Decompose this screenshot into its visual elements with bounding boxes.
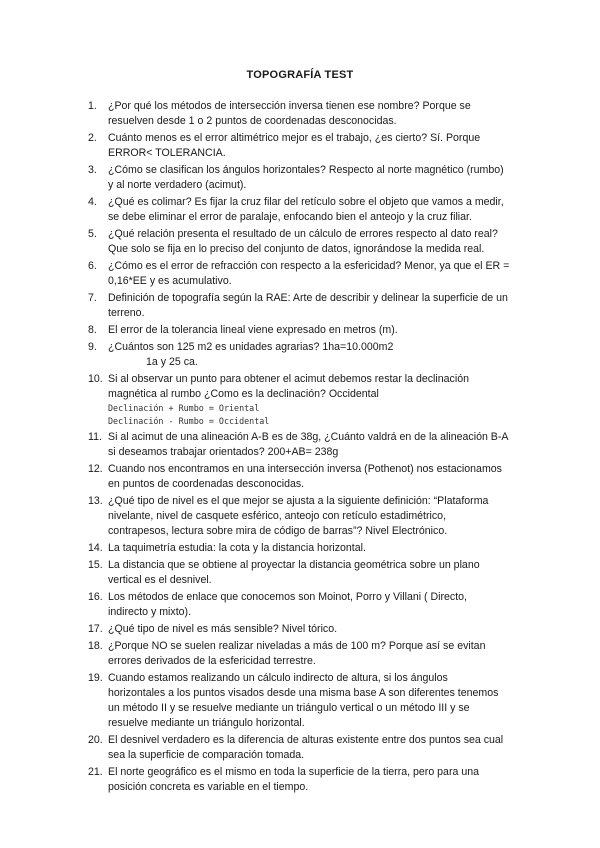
item-text-line: resuelven desde 1 o 2 puntos de coordenadas desconocidas. bbox=[108, 115, 397, 127]
list-item bbox=[88, 195, 528, 225]
list-item bbox=[88, 131, 528, 161]
item-number: 20. bbox=[88, 734, 103, 746]
item-text-line: se debe eliminar el error de paralaje, enfocando bien el anteojo y la cruz filiar. bbox=[108, 211, 472, 223]
list-item bbox=[88, 733, 528, 763]
list-item bbox=[88, 765, 528, 795]
item-text bbox=[108, 99, 528, 129]
item-text-line: Cuánto menos es el error altimétrico mejor es el trabajo, ¿es cierto? Sí. Porque bbox=[108, 132, 481, 144]
item-text-continuation: 1a y 25 ca. bbox=[146, 356, 198, 368]
item-number: 14. bbox=[88, 542, 103, 554]
item-text-line: El desnivel verdadero es la diferencia de alturas existente entre dos puntos sea cual bbox=[108, 734, 504, 746]
item-text bbox=[108, 494, 528, 539]
list-item bbox=[88, 259, 528, 289]
item-text-line: sea la superficie de comparación tomada. bbox=[108, 749, 305, 761]
item-text-line: nivelante, nivel de casquete esférico, anteojo con retículo estadimétrico, bbox=[108, 510, 447, 522]
list-item bbox=[88, 671, 528, 731]
list-item bbox=[88, 291, 528, 321]
list-item bbox=[88, 462, 528, 492]
item-text-line: Los métodos de enlace que conocemos son Moinot, Porro y Villani ( Directo, bbox=[108, 591, 468, 603]
document-title: TOPOGRAFÍA TEST bbox=[246, 69, 354, 81]
item-number: 15. bbox=[88, 559, 103, 571]
item-text-line: Cuando estamos realizando un cálculo indirecto de altura, si los ángulos bbox=[108, 672, 448, 684]
list-item bbox=[88, 639, 528, 669]
item-number: 1. bbox=[88, 100, 97, 112]
item-number: 12. bbox=[88, 463, 103, 475]
item-text-line: y al norte verdadero (acimut). bbox=[108, 179, 247, 191]
item-text-line: 0,16*EE y es acumulativo. bbox=[108, 275, 232, 287]
list-item bbox=[88, 622, 528, 637]
item-number: 9. bbox=[88, 341, 97, 353]
list-item bbox=[88, 372, 528, 428]
item-text bbox=[108, 558, 528, 588]
item-number: 7. bbox=[88, 292, 97, 304]
item-text-line: Definición de topografía según la RAE: Arte de describir y delinear la superficie de un bbox=[108, 292, 508, 304]
item-text bbox=[108, 372, 528, 428]
item-text-line: un método II y se resuelve mediante un triángulo vertical o un método III y se bbox=[108, 702, 470, 714]
item-text-line: Cuando nos encontramos en una intersección inversa (Pothenot) nos estacionamos bbox=[108, 463, 502, 475]
item-text-line: en puntos de coordenadas desconocidas. bbox=[108, 478, 305, 490]
item-text bbox=[108, 163, 528, 193]
item-text-line: ¿Qué relación presenta el resultado de un cálculo de errores respecto al dato real? bbox=[108, 228, 498, 240]
list-item bbox=[88, 541, 528, 556]
item-text bbox=[108, 430, 528, 460]
list-item bbox=[88, 163, 528, 193]
item-text-line: ¿Por qué los métodos de intersección inversa tienen ese nombre? Porque se bbox=[108, 100, 471, 112]
item-text-line: El norte geográfico es el mismo en toda la superficie de la tierra, pero para una bbox=[108, 766, 479, 778]
item-text bbox=[108, 340, 528, 370]
item-number: 2. bbox=[88, 132, 97, 144]
item-number: 21. bbox=[88, 766, 103, 778]
item-text-line: resuelve mediante un triángulo horizontal. bbox=[108, 717, 305, 729]
item-text bbox=[108, 590, 528, 620]
item-text bbox=[108, 259, 528, 289]
item-text-line: horizontales a los puntos visados desde una misma base A son diferentes tenemos bbox=[108, 687, 499, 699]
list-item bbox=[88, 227, 528, 257]
item-number: 16. bbox=[88, 591, 103, 603]
code-line: Declinación + Rumbo = Oriental bbox=[108, 403, 260, 413]
item-text-line: Si al observar un punto para obtener el acimut debemos restar la declinación bbox=[108, 373, 469, 385]
item-text-line: vertical es el desnivel. bbox=[108, 574, 212, 586]
item-text-line: magnética al rumbo ¿Como es la declinación? Occidental bbox=[108, 388, 379, 400]
item-text-line: El error de la tolerancia lineal viene expresado en metros (m). bbox=[108, 324, 398, 336]
item-text bbox=[108, 733, 528, 763]
item-number: 11. bbox=[88, 431, 102, 443]
item-number: 3. bbox=[88, 164, 97, 176]
item-text-line: ¿Qué tipo de nivel es el que mejor se ajusta a la siguiente definición: “Plataforma bbox=[108, 495, 489, 507]
item-text-line: errores derivados de la esfericidad terrestre. bbox=[108, 655, 316, 667]
item-text-line: Si al acimut de una alineación A-B es de 38g, ¿Cuánto valdrá en de la alineación B-A bbox=[108, 431, 509, 443]
item-text-line: La distancia que se obtiene al proyectar la distancia geométrica sobre un plano bbox=[108, 559, 480, 571]
list-item bbox=[88, 558, 528, 588]
item-text-line: ¿Cuántos son 125 m2 es unidades agrarias? 1ha=10.000m2 bbox=[108, 341, 394, 353]
item-text-line: ¿Cómo se clasifican los ángulos horizontales? Respecto al norte magnético (rumbo) bbox=[108, 164, 504, 176]
item-text bbox=[108, 462, 528, 492]
item-number: 17. bbox=[88, 623, 103, 635]
item-number: 19. bbox=[88, 672, 103, 684]
item-number: 13. bbox=[88, 495, 103, 507]
item-text-line: ¿Cómo es el error de refracción con respecto a la esfericidad? Menor, ya que el ER = bbox=[108, 260, 510, 272]
list-item bbox=[88, 340, 528, 370]
item-text bbox=[108, 291, 528, 321]
list-item bbox=[88, 323, 528, 338]
item-text bbox=[108, 131, 528, 161]
item-text bbox=[108, 765, 528, 795]
item-text-line: posición concreta es variable en el tiempo. bbox=[108, 781, 309, 793]
item-number: 5. bbox=[88, 228, 97, 240]
item-number: 10. bbox=[88, 373, 103, 385]
item-number: 6. bbox=[88, 260, 97, 272]
item-number: 18. bbox=[88, 640, 103, 652]
question-list bbox=[88, 99, 528, 797]
code-line: Declinación - Rumbo = Occidental bbox=[108, 416, 270, 426]
list-item bbox=[88, 494, 528, 539]
list-item bbox=[88, 430, 528, 460]
item-text-line: ERROR< TOLERANCIA. bbox=[108, 147, 226, 159]
item-text bbox=[108, 541, 528, 556]
item-text-line: contrapesos, lectura sobre mira de código de barras”? Nivel Electrónico. bbox=[108, 525, 448, 537]
item-text-line: ¿Qué es colimar? Es fijar la cruz filar del retículo sobre el objeto que vamos a medir, bbox=[108, 196, 504, 208]
item-text-line: ¿Qué tipo de nivel es más sensible? Nivel tórico. bbox=[108, 623, 338, 635]
list-item bbox=[88, 99, 528, 129]
item-text-line: La taquimetría estudia: la cota y la distancia horizontal. bbox=[108, 542, 366, 554]
item-text-line: si deseamos trabajar orientados? 200+AB= 238g bbox=[108, 446, 339, 458]
item-text-line: Que solo se fija en lo preciso del conjunto de datos, ignorándose la medida real. bbox=[108, 243, 485, 255]
item-text-line: indirecto y mixto). bbox=[108, 606, 192, 618]
item-text bbox=[108, 639, 528, 669]
item-number: 8. bbox=[88, 324, 97, 336]
item-text-line: ¿Porque NO se suelen realizar niveladas a más de 100 m? Porque así se evitan bbox=[108, 640, 486, 652]
item-text bbox=[108, 671, 528, 731]
item-number: 4. bbox=[88, 196, 97, 208]
item-text bbox=[108, 622, 528, 637]
list-item bbox=[88, 590, 528, 620]
item-text-line: terreno. bbox=[108, 307, 145, 319]
item-text bbox=[108, 195, 528, 225]
item-text bbox=[108, 227, 528, 257]
item-text bbox=[108, 323, 528, 338]
